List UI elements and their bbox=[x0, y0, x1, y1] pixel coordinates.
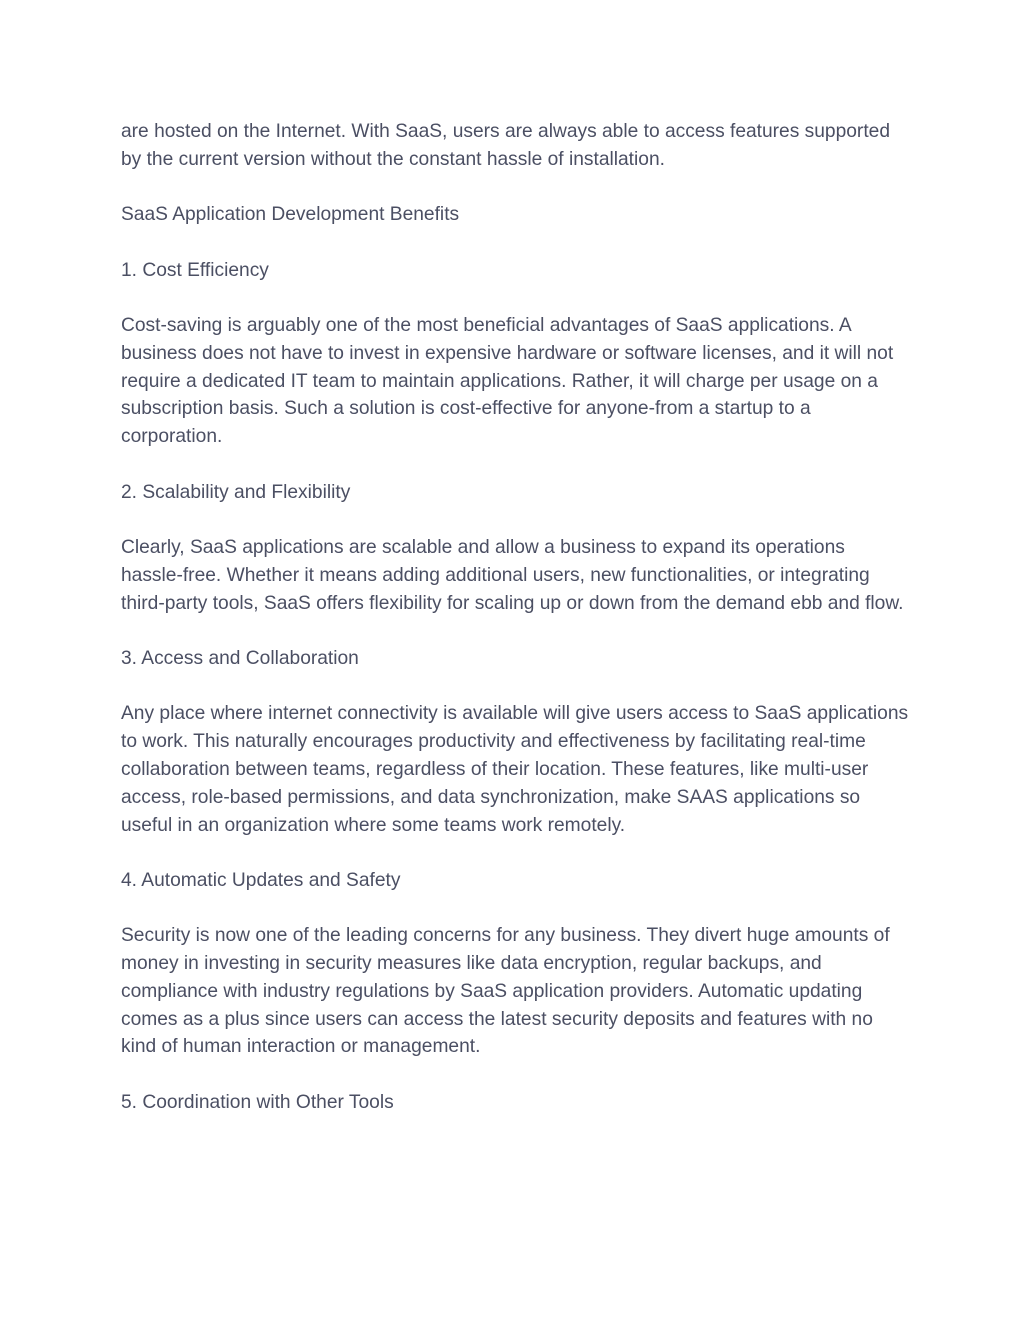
paragraph-scalability: Clearly, SaaS applications are scalable and allow a business to expand its operations hassle-free. Whether it means adding additional users, new functionalities, or integrating third-party tools, SaaS offers flexibility for scaling up or down from the demand ebb and flow. bbox=[121, 536, 904, 614]
subheading-cost-efficiency: 1. Cost Efficiency bbox=[121, 259, 269, 281]
paragraph-automatic-updates: Security is now one of the leading concerns for any business. They divert huge amounts of money in investing in security measures like data encryption, regular backups, and compliance with industry regulations by SaaS application providers. Automatic updating comes as a plus since users can access the latest security deposits and features with no kind of human interaction or management. bbox=[121, 925, 890, 1058]
document-page bbox=[121, 118, 911, 1117]
subheading-scalability: 2. Scalability and Flexibility bbox=[121, 481, 351, 503]
section-heading-benefits: SaaS Application Development Benefits bbox=[121, 204, 460, 226]
paragraph-cost-efficiency: Cost-saving is arguably one of the most beneficial advantages of SaaS applications. A business does not have to invest in expensive hardware or software licenses, and it will not require a dedicated IT team to maintain applications. Rather, it will charge per usage on a subscription basis. Such a solution is cost-effective for anyone-from a startup to a corporation. bbox=[121, 314, 894, 448]
paragraph-access-collaboration: Any place where internet connectivity is available will give users access to SaaS applications to work. This naturally encourages productivity and effectiveness by facilitating real-time collaboration between teams, regardless of their location. These features, like multi-user access, role-based permissions, and data synchronization, make SAAS applications so useful in an organization where some teams work remotely. bbox=[121, 703, 909, 836]
paragraph-intro-continuation: are hosted on the Internet. With SaaS, users are always able to access features supported by the current version without the constant hassle of installation. bbox=[121, 121, 890, 170]
subheading-coordination-tools: 5. Coordination with Other Tools bbox=[121, 1091, 394, 1113]
subheading-access-collaboration: 3. Access and Collaboration bbox=[121, 647, 359, 669]
subheading-automatic-updates: 4. Automatic Updates and Safety bbox=[121, 869, 401, 891]
